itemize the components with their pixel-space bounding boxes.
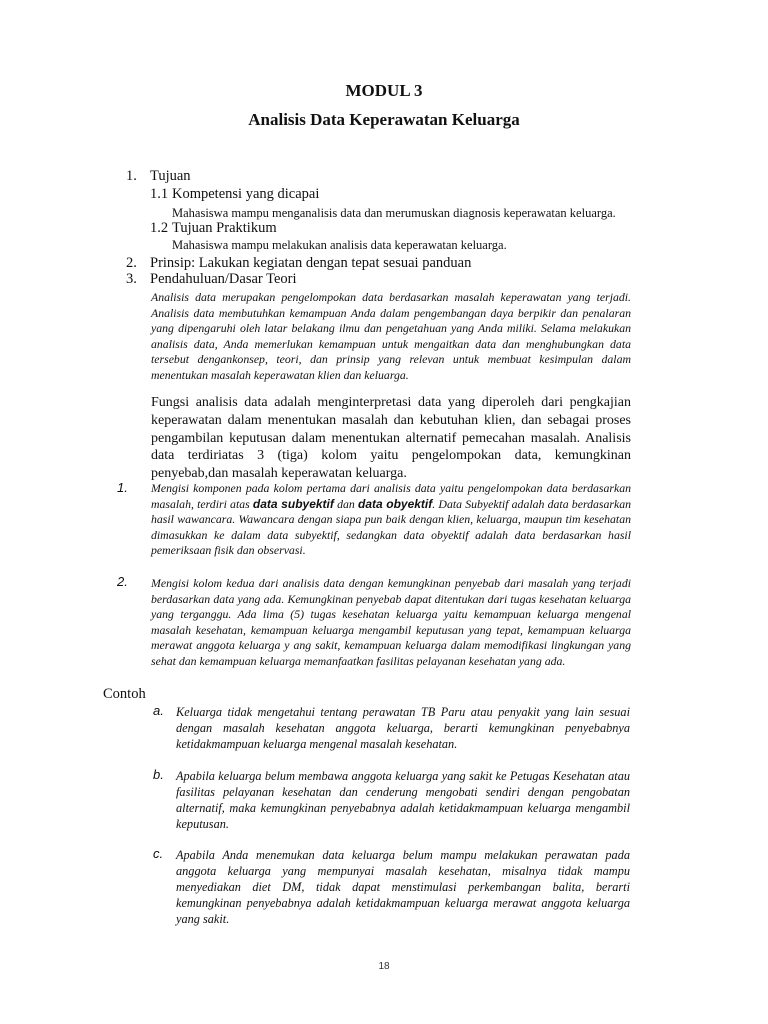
contoh-b (176, 768, 630, 832)
subsection-kompetensi: Kompetensi yang dicapai (172, 186, 320, 202)
column-item-2 (151, 576, 631, 669)
column-item-1 (151, 481, 631, 559)
column-item-2-text: Mengisi kolom kedua dari analisis data dengan kemungkinan penyebab dari masalah yang terjadi berdasarkan data yang ada. Kemungkinan penyebab dapat ditentukan dari tugas kesehatan keluarga yang terganggu. Ada lima (5) tugas kesehatan keluarga yaitu kemampuan keluarga mengenal masalah kesehatan, kemampuan keluarga mengambil keputusan yang tepat, kemampuan keluarga merawat anggota keluarga y ang sakit, kemampuan keluarga dalam memodifikasi lingkungan yang sehat dan kemampuan keluarga memanfaatkan fasilitas pelayanan kesehatan yang ada. (151, 576, 631, 668)
page-number: 18 (378, 961, 390, 972)
outline-item-tujuan: Tujuan (150, 168, 191, 184)
contoh-b-text: Apabila keluarga belum membawa anggota keluarga yang sakit ke Petugas Kesehatan atau fasilitas pelayanan kesehatan dan cenderung mengobati sendiri dengan pengobatan alternatif, maka kemungkinan penyebabnya adalah ketidakmampuan keluarga mengambil keputusan. (176, 769, 630, 831)
data-obyektif-term: data obyektif (357, 496, 433, 511)
contoh-c-text: Apabila Anda menemukan data keluarga belum mampu melakukan perawatan pada anggota keluarga yang mempunyai masalah kesehatan, misalnya tidak mampu menyediakan diet DM, tidak dapat menstimulasi perkembangan balita, berarti kemungkinan penyebabnya adalah ketidakmampuan keluarga merawat anggota keluarga yang sakit. (176, 848, 630, 926)
tujuan-praktikum-text: Mahasiswa mampu melakukan analisis data keperawatan keluarga. (172, 238, 507, 252)
contoh-a-marker: a. (153, 703, 164, 718)
column-item-1-text (151, 481, 631, 559)
outline-item-pendahuluan: Pendahuluan/Dasar Teori (150, 271, 297, 287)
contoh-label: Contoh (103, 686, 146, 702)
column-item-2-marker: 2. (117, 574, 128, 589)
contoh-a (176, 704, 630, 752)
module-label: MODUL 3 (345, 81, 423, 100)
data-subyektif-term: data subyektif (252, 496, 334, 511)
page-title: Analisis Data Keperawatan Keluarga (248, 110, 520, 129)
fungsi-paragraph-text: Fungsi analisis data adalah menginterpretasi data yang diperoleh dari pengkajian keperawatan dalam menentukan masalah dan kebutuhan klien, dan sebagai proses pengambilan keputusan dalam menentukan alternatif pemecahan masalah. Analisis data terdiriatas 3 (tiga) kolom yaitu pengelompokan data, kemungkinan penyebab,dan masalah keperawatan keluarga. (151, 395, 631, 482)
subsection-tujuan-praktikum: Tujuan Praktikum (172, 220, 277, 236)
outline-number-2: 2. (126, 255, 137, 271)
contoh-a-text: Keluarga tidak mengetahui tentang perawatan TB Paru atau penyakit yang lain sesuai dengan masalah kesehatan anggota keluarga, berarti kemungkinan penyebabnya ketidakmampuan keluarga mengenal masalah kesehatan. (176, 705, 630, 751)
contoh-b-marker: b. (153, 767, 164, 782)
outline-item-prinsip: Prinsip: Lakukan kegiatan dengan tepat sesuai panduan (150, 255, 472, 271)
column-item-1-text-after: . Data Subyektif adalah data berdasarkan hasil wawancara. Wawancara dengan siapa pun baik dengan klien, keluarga, maupun tim kesehatan dimasukkan ke dalam data subyektif, sedangkan data obyektif adalah data berdasarkan hasil pemeriksaan fisik dan observasi. (151, 496, 632, 557)
contoh-c (176, 847, 630, 927)
outline-number-1: 1. (126, 168, 137, 184)
column-item-1-text-mid: dan (333, 496, 358, 511)
intro-paragraph (151, 290, 631, 383)
fungsi-paragraph (151, 394, 631, 483)
contoh-c-marker: c. (153, 846, 164, 861)
column-item-1-text-before: Mengisi komponen pada kolom pertama dari analisis data yaitu pengelompokan data berdasarkan masalah, terdiri atas (151, 481, 631, 511)
outline-number-3: 3. (126, 271, 137, 287)
subsection-number-1-1: 1.1 (150, 186, 169, 202)
subsection-number-1-2: 1.2 (150, 220, 169, 236)
intro-paragraph-text: Analisis data merupakan pengelompokan data berdasarkan masalah keperawatan yang terjadi. Analisis data membutuhkan kemampuan Anda dalam pengembangan daya berpikir dan penalaran yang dipengaruhi oleh latar belakang ilmu dan pengetahuan yang Anda miliki. Selama melakukan analisis data, Anda memerlukan kemampuan untuk mengaitkan data dan menghubungkan data tersebut dengankonsep, teori, dan prinsip yang relevan untuk membuat kesimpulan dalam menentukan masalah keperawatan klien dan keluarga. (151, 290, 631, 382)
column-item-1-marker: 1. (117, 480, 128, 495)
kompetensi-text: Mahasiswa mampu menganalisis data dan merumuskan diagnosis keperawatan keluarga. (172, 206, 616, 220)
